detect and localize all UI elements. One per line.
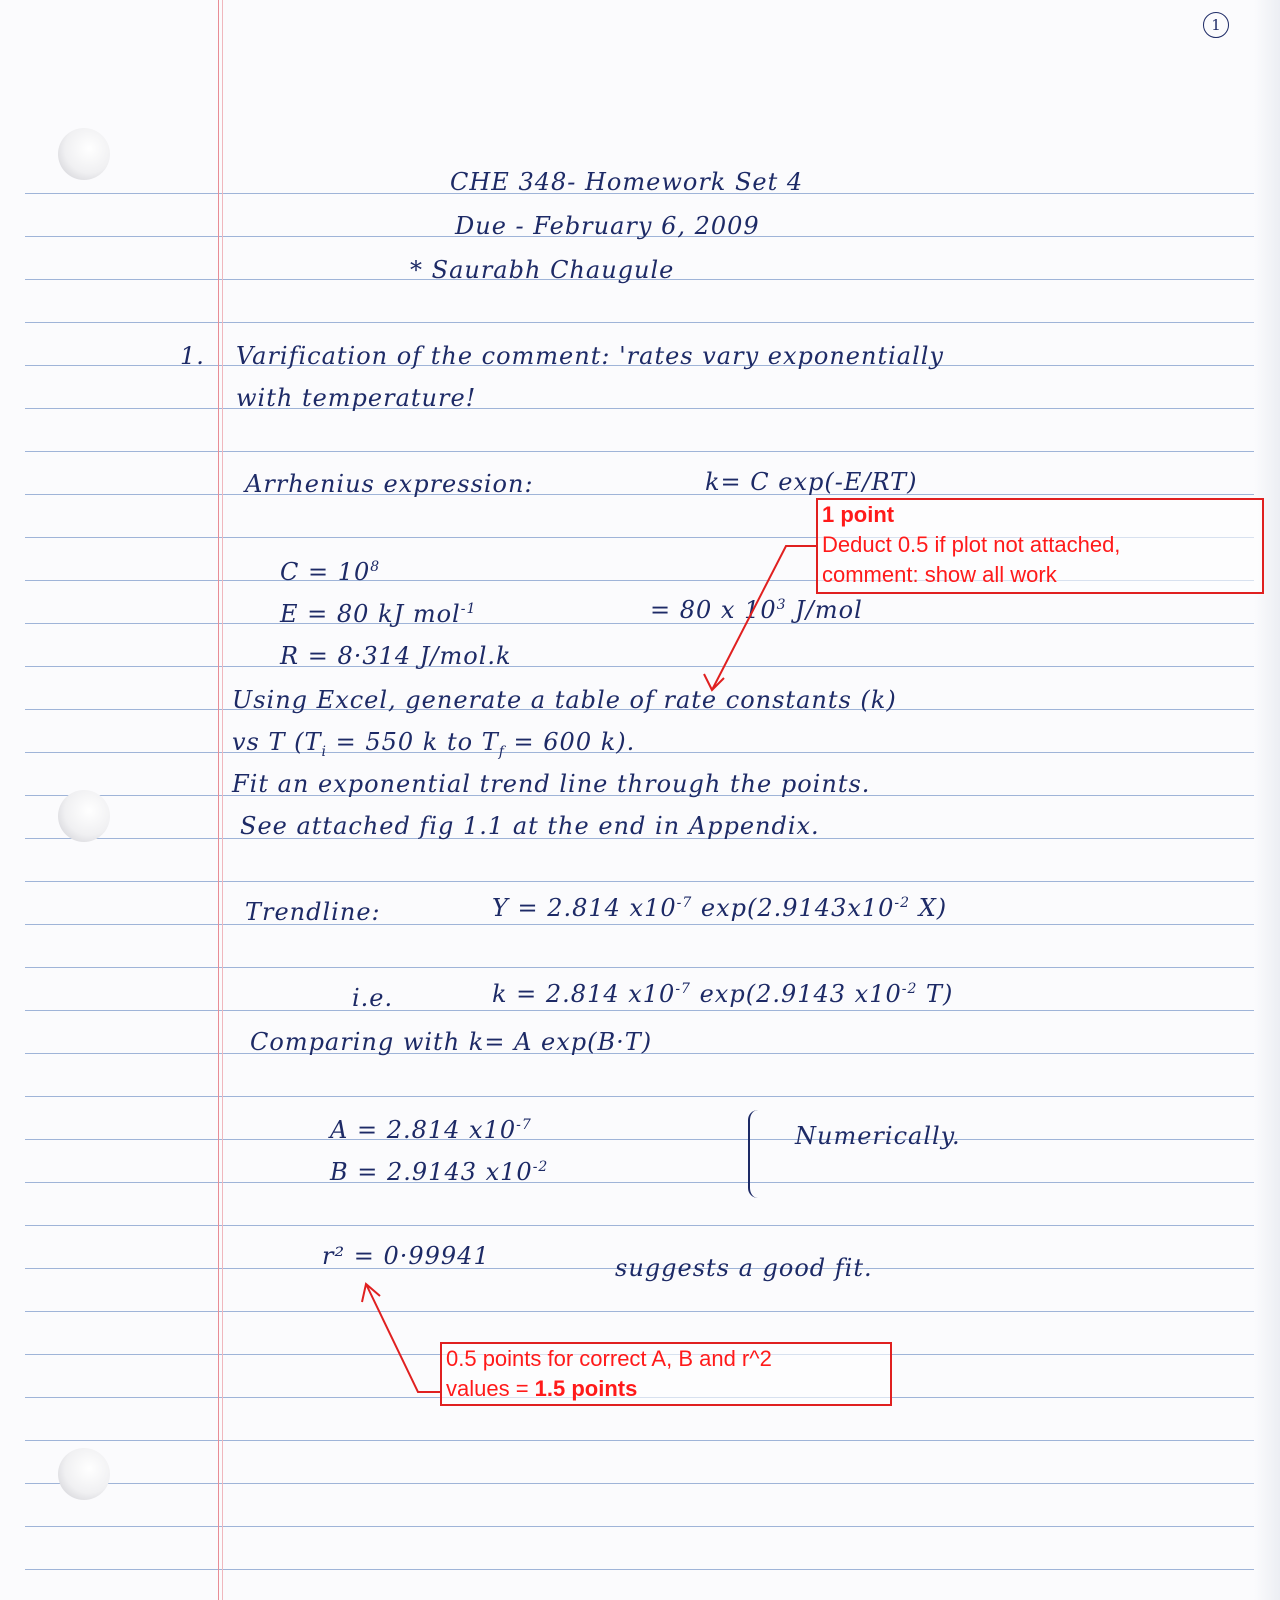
problem-number: 1. xyxy=(180,342,205,370)
arrow-to-excel-line xyxy=(712,546,816,690)
r-squared-value: r² = 0·99941 xyxy=(322,1242,490,1270)
k-equation: k = 2.814 $x10^{-7}$ exp(2.9143 $x10^{-2}$ T) xyxy=(492,980,954,1008)
problem-statement-line2: with temperature! xyxy=(236,384,477,412)
a-value: A = 2.814 $x10^{-7}$ xyxy=(330,1116,532,1144)
r-squared-comment: suggests a good fit. xyxy=(615,1254,873,1282)
e-value: E = 80 kJ mol$^{-1}$ xyxy=(280,600,477,628)
fit-instruction: Fit an exponential trend line through the points. xyxy=(232,770,871,798)
r-value: R = 8·314 J/mol.k xyxy=(280,642,512,670)
grading-points: 1 point xyxy=(822,502,895,527)
author-name: * Saurabh Chaugule xyxy=(410,256,675,284)
trendline-label: Trendline: xyxy=(245,898,381,926)
grading-note-line: 0.5 points for correct A, B and r^2 xyxy=(446,1346,772,1371)
arrow-to-r-squared xyxy=(366,1284,440,1392)
grading-note-line: values = 1.5 points xyxy=(446,1376,638,1401)
c-value: $C = 10^8$ xyxy=(280,558,381,586)
trendline-equation: Y = 2.814 $x10^{-7}$ $\exp(2.9143x10^{-2}$ X) xyxy=(492,894,948,922)
b-value: B = 2.9143 $x10^{-2}$ xyxy=(330,1158,549,1186)
due-date: Due - February 6, 2009 xyxy=(455,212,760,240)
page-number: 1 xyxy=(1203,12,1229,38)
arrhenius-label: Arrhenius expression: xyxy=(245,470,534,498)
e-conversion: = 80 x $10^3$ J/mol xyxy=(650,596,863,624)
grading-note-line: Deduct 0.5 if plot not attached, xyxy=(822,532,1121,557)
ie-label: i.e. xyxy=(352,984,394,1012)
appendix-reference: See attached fig 1.1 at the end in Appendix. xyxy=(240,812,820,840)
excel-instruction-line1: Using Excel, generate a table of rate constants (k) xyxy=(232,686,897,714)
comparing-line: Comparing with k= A exp(B·T) xyxy=(250,1028,653,1056)
numerically-note: Numerically. xyxy=(795,1122,961,1150)
homework-title: CHE 348- Homework Set 4 xyxy=(450,168,804,196)
excel-instruction-line2: vs T ($T_i = 550$ k to $T_f = 600$ k). xyxy=(232,728,636,760)
grading-note-line: comment: show all work xyxy=(822,562,1057,587)
problem-statement-line1: Varification of the comment: 'rates vary exponentially xyxy=(236,342,944,370)
arrhenius-equation: k= C exp(-E/RT) xyxy=(705,468,918,496)
